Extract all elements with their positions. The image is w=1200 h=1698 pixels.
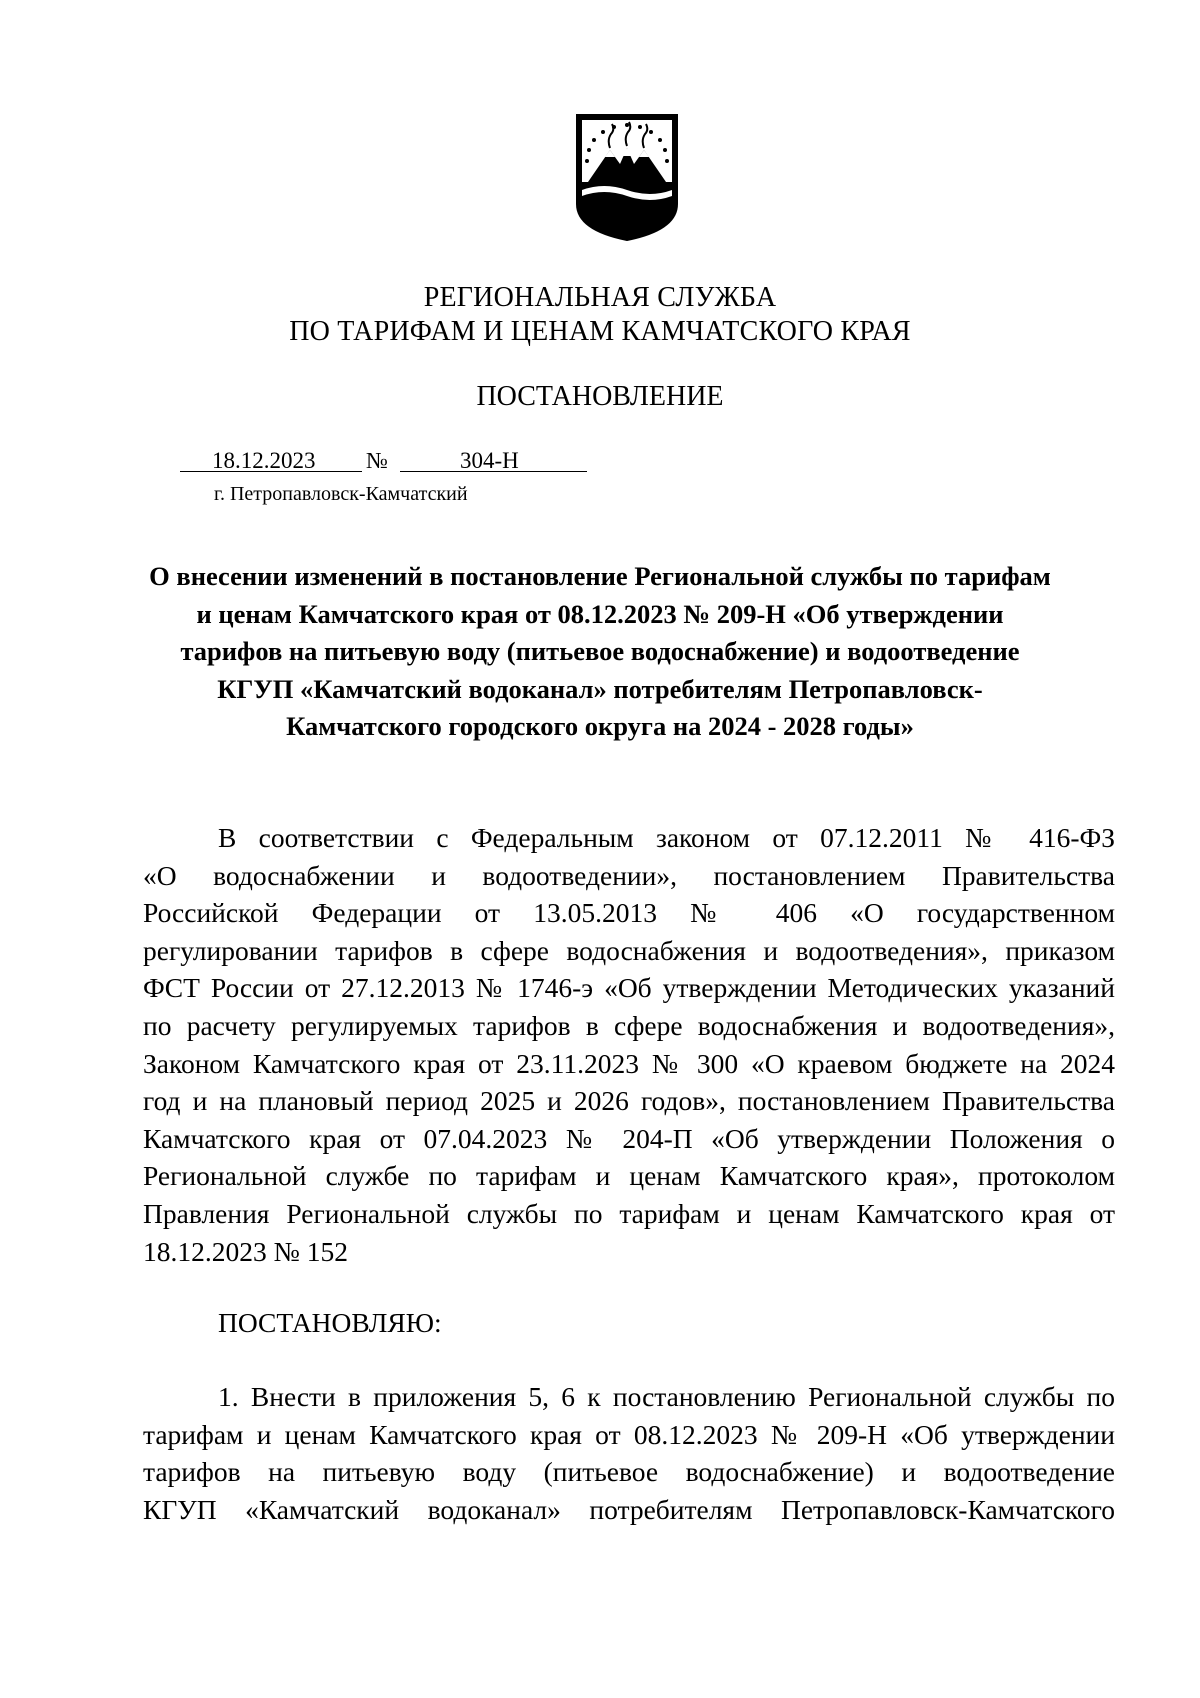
item-1-line: КГУП «Камчатский водоканал» потребителям Петропавловск-Камчатского <box>143 1493 1115 1525</box>
item-1-paragraph <box>143 1378 1115 1528</box>
title-line: КГУП «Камчатский водоканал» потребителям Петропавловск- <box>217 673 983 704</box>
decree-word: ПОСТАНОВЛЯЮ: <box>218 1307 442 1338</box>
title-line: и ценам Камчатского края от 08.12.2023 № 209-Н «Об утверждении <box>196 598 1004 629</box>
preamble-line: Российской Федерации от 13.05.2013 № 406 «О государственном <box>143 897 1115 929</box>
coat-of-arms-icon <box>574 112 680 242</box>
item-1-line: 1. Внести в приложения 5, 6 к постановлению Региональной службы по <box>218 1381 1115 1412</box>
registration-line <box>180 446 587 476</box>
document-number: 304-Н <box>460 448 519 473</box>
agency-name-line1: РЕГИОНАЛЬНАЯ СЛУЖБА <box>423 282 777 313</box>
preamble-line: «О водоснабжении и водоотведении», постановлением Правительства <box>143 859 1115 891</box>
document-type: ПОСТАНОВЛЕНИЕ <box>476 381 724 412</box>
title-line: Камчатского городского округа на 2024 - 2028 годы» <box>286 711 914 741</box>
title-line: тарифов на питьевую воду (питьевое водоснабжение) и водоотведение <box>180 636 1020 666</box>
preamble-line: регулировании тарифов в сфере водоснабжения и водоотведения», приказом <box>143 934 1115 966</box>
title-line: О внесении изменений в постановление Региональной службы по тарифам <box>149 561 1051 591</box>
item-1-line: тарифов на питьевую воду (питьевое водоснабжение) и водоотведение <box>143 1456 1115 1488</box>
item-1-line: тарифам и ценам Камчатского края от 08.12.2023 № 209-Н «Об утверждении <box>143 1418 1115 1450</box>
preamble-line: ФСТ России от 27.12.2013 № 1746-э «Об утверждении Методических указаний <box>143 972 1115 1004</box>
preamble-line: Законом Камчатского края от 23.11.2023 № 300 «О краевом бюджете на 2024 <box>143 1047 1115 1079</box>
preamble-line: Камчатского края от 07.04.2023 № 204-П «Об утверждении Положения о <box>143 1122 1115 1154</box>
document-title <box>130 558 1070 746</box>
preamble-paragraph <box>143 819 1115 1270</box>
number-sign: № <box>366 448 388 473</box>
preamble-line: Правления Региональной службы по тарифам и ценам Камчатского края от <box>143 1197 1115 1229</box>
document-date: 18.12.2023 <box>212 448 316 473</box>
preamble-line: Региональной службе по тарифам и ценам Камчатского края», протоколом <box>143 1160 1115 1192</box>
agency-name-line2: ПО ТАРИФАМ И ЦЕНАМ КАМЧАТСКОГО КРАЯ <box>289 316 911 347</box>
preamble-line: по расчету регулируемых тарифов в сфере водоснабжения и водоотведения», <box>143 1009 1115 1041</box>
preamble-line: год и на плановый период 2025 и 2026 годов», постановлением Правительства <box>143 1085 1115 1117</box>
preamble-line: 18.12.2023 № 152 <box>143 1235 348 1267</box>
city-name: г. Петропавловск-Камчатский <box>214 483 468 505</box>
preamble-line: В соответствии с Федеральным законом от 07.12.2011 № 416-ФЗ <box>218 822 1115 853</box>
